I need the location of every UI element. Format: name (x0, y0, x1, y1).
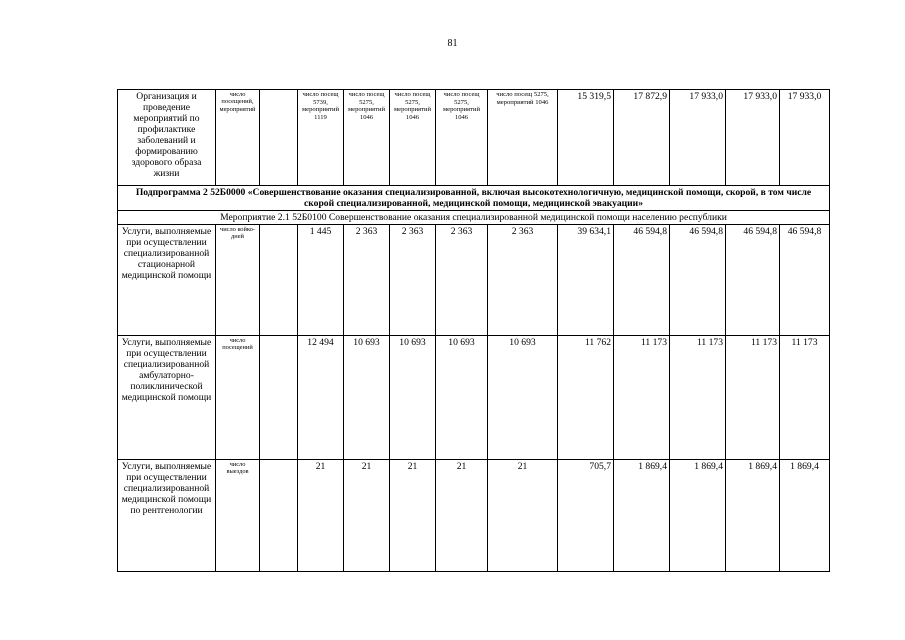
row-value-2: 46 594,8 (614, 225, 670, 336)
row-cell-c5: 21 (436, 460, 488, 572)
row-cell-c1 (260, 336, 298, 460)
row-cell-c6: число посещ 5275, мероприятий 1046 (488, 90, 558, 186)
measure-header-row (118, 211, 830, 225)
row-name: Услуги, выполняемые при осуществлении специализированной амбулаторно-поликлинической медицинской помощи (118, 336, 216, 460)
row-value-1: 39 634,1 (558, 225, 614, 336)
row-value-4: 1 869,4 (726, 460, 780, 572)
table-row (118, 460, 830, 572)
row-value-4: 11 173 (726, 336, 780, 460)
row-cell-c6: 2 363 (488, 225, 558, 336)
row-cell-c3: 2 363 (344, 225, 390, 336)
row-unit: число койко-дней (216, 225, 260, 336)
row-value-3: 17 933,0 (670, 90, 726, 186)
row-cell-c1 (260, 225, 298, 336)
row-value-5: 46 594,8 (780, 225, 830, 336)
row-cell-c2: число посещ 5739, мероприятий 1119 (298, 90, 344, 186)
row-name: Организация и проведение мероприятий по профилактике заболеваний и формированию здорового образа жизни (118, 90, 216, 186)
row-cell-c4: 21 (390, 460, 436, 572)
table-row (118, 336, 830, 460)
row-cell-c1 (260, 460, 298, 572)
row-value-3: 1 869,4 (670, 460, 726, 572)
row-cell-c5: 2 363 (436, 225, 488, 336)
row-value-3: 11 173 (670, 336, 726, 460)
row-name: Услуги, выполняемые при осуществлении специализированной медицинской помощи по рентгенологии (118, 460, 216, 572)
row-value-2: 11 173 (614, 336, 670, 460)
row-cell-c4: 2 363 (390, 225, 436, 336)
row-value-5: 17 933,0 (780, 90, 830, 186)
row-value-2: 1 869,4 (614, 460, 670, 572)
row-cell-c3: число посещ 5275, мероприятий 1046 (344, 90, 390, 186)
row-value-1: 15 319,5 (558, 90, 614, 186)
row-cell-c5: число посещ 5275, мероприятий 1046 (436, 90, 488, 186)
program-table (117, 89, 830, 572)
row-cell-c3: 21 (344, 460, 390, 572)
row-unit: число выездов (216, 460, 260, 572)
subprogram-title: Подпрограмма 2 52Б0000 «Совершенствование оказания специализированной, включая высокотехнологичную, медицинской помощи, скорой, в том числе скорой специализированной, медицинской помощи, медицинской эвакуации» (118, 186, 830, 211)
row-cell-c5: 10 693 (436, 336, 488, 460)
row-value-5: 11 173 (780, 336, 830, 460)
row-cell-c2: 21 (298, 460, 344, 572)
row-name: Услуги, выполняемые при осуществлении специализированной стационарной медицинской помощи (118, 225, 216, 336)
row-cell-c3: 10 693 (344, 336, 390, 460)
row-cell-c6: 21 (488, 460, 558, 572)
row-value-4: 17 933,0 (726, 90, 780, 186)
row-value-1: 11 762 (558, 336, 614, 460)
row-unit: число посещений, мероприятий (216, 90, 260, 186)
row-value-3: 46 594,8 (670, 225, 726, 336)
page-number: 81 (447, 38, 458, 49)
row-cell-c2: 1 445 (298, 225, 344, 336)
row-cell-c6: 10 693 (488, 336, 558, 460)
table-row-prevention (118, 90, 830, 186)
row-value-2: 17 872,9 (614, 90, 670, 186)
row-cell-c2: 12 494 (298, 336, 344, 460)
row-value-5: 1 869,4 (780, 460, 830, 572)
measure-title: Мероприятие 2.1 52Б0100 Совершенствование оказания специализированной медицинской помощи населению республики (118, 211, 830, 225)
row-unit: число посещений (216, 336, 260, 460)
row-value-4: 46 594,8 (726, 225, 780, 336)
row-cell-c1 (260, 90, 298, 186)
subprogram-header-row (118, 186, 830, 211)
table-row (118, 225, 830, 336)
row-cell-c4: 10 693 (390, 336, 436, 460)
row-value-1: 705,7 (558, 460, 614, 572)
row-cell-c4: число посещ 5275, мероприятий 1046 (390, 90, 436, 186)
